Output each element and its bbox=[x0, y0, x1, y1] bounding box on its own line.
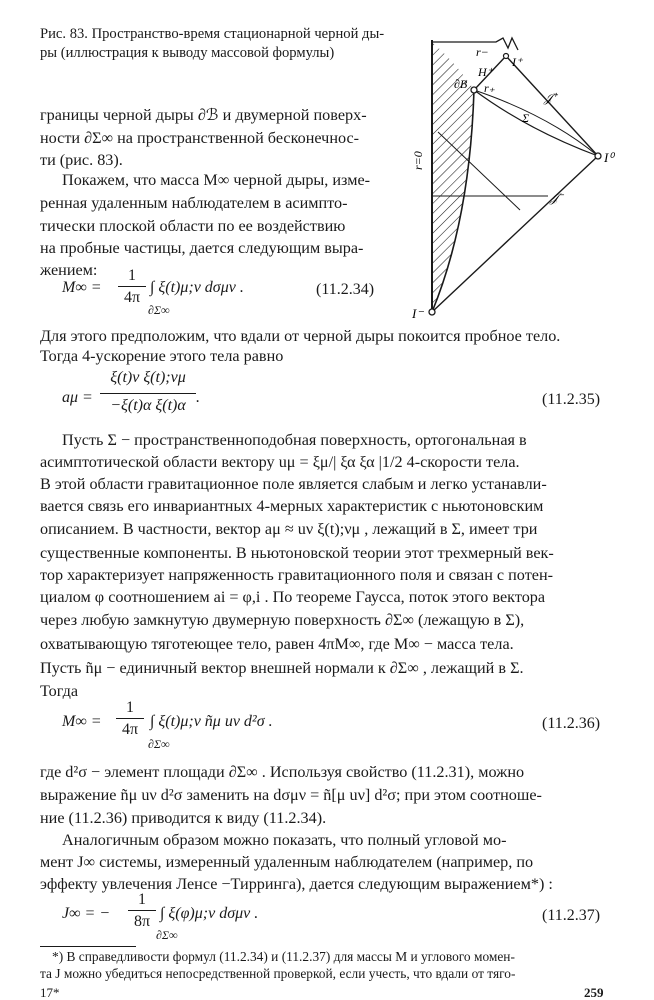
partial-b-curve bbox=[474, 90, 598, 156]
label-sigma: Σ bbox=[522, 111, 530, 125]
footnote-line1: *) В справедливости формул (11.2.34) и (11.2.37) для массы M и углового момен- bbox=[52, 949, 515, 964]
p4-line9: через любую замкнутую двумерную поверхность ∂Σ∞ (лежащую в Σ), bbox=[40, 611, 525, 629]
point-i-minus bbox=[429, 309, 435, 315]
p4-line7: тор характеризует напряженность гравитационного поля и связан с потен- bbox=[40, 566, 554, 584]
figure-caption-line2: ры (иллюстрация к выводу массовой формулы) bbox=[40, 45, 335, 61]
scri-plus-line bbox=[506, 56, 598, 156]
point-partial-b bbox=[471, 87, 477, 93]
figure-caption-line1: Рис. 83. Пространство-время стационарной черной ды- bbox=[40, 26, 385, 42]
eq36-domain: ∂Σ∞ bbox=[148, 737, 170, 751]
eq37-numerator: 1 bbox=[138, 891, 146, 908]
p1-line2: ности ∂Σ∞ на пространственной бесконечнос- bbox=[40, 129, 360, 147]
eq35-lhs: aμ = bbox=[62, 389, 93, 406]
eq34-number: (11.2.34) bbox=[316, 281, 375, 298]
eq35-numerator: ξ(t)ν ξ(t);νμ bbox=[110, 369, 186, 386]
p4-line8: циалом φ соотношением ai = φ,i . По теореме Гаусса, поток этого вектора bbox=[40, 588, 546, 606]
p3-line2: Тогда 4-ускорение этого тела равно bbox=[40, 347, 284, 365]
eq36-integrand: ∫ ξ(t)μ;ν ñμ uν d²σ . bbox=[150, 713, 273, 730]
eq37-fraction-bar bbox=[128, 910, 156, 911]
eq36-lhs: M∞ = bbox=[62, 713, 102, 730]
label-partial-b: ∂B bbox=[454, 77, 468, 91]
eq35-denominator: −ξ(t)α ξ(t)α bbox=[110, 397, 186, 414]
eq34-domain: ∂Σ∞ bbox=[148, 303, 170, 317]
p4-line3: В этой области гравитационное поле является слабым и легко устанавли- bbox=[40, 475, 547, 493]
label-i-zero: I⁰ bbox=[604, 150, 614, 165]
eq36-numerator: 1 bbox=[126, 699, 134, 716]
p5-line3: ние (11.2.36) приводится к виду (11.2.34). bbox=[40, 809, 327, 827]
label-r-zero: r=0 bbox=[411, 151, 425, 170]
label-scri-minus: 𝒥⁻ bbox=[550, 191, 563, 205]
p3-line1: Для этого предположим, что вдали от черной дыры покоится пробное тело. bbox=[40, 327, 561, 345]
p2-line3: тически плоской области по ее воздействию bbox=[40, 217, 346, 235]
p6-line3: эффекту увлечения Ленсе −Тирринга), дается следующим выражением*) : bbox=[40, 875, 553, 893]
label-i-plus: I⁺ bbox=[512, 55, 523, 69]
p2-line1: Покажем, что масса M∞ черной дыры, изме- bbox=[62, 171, 371, 189]
eq34-fraction-bar bbox=[118, 286, 146, 287]
eq35-number: (11.2.35) bbox=[542, 391, 601, 408]
p6-line1: Аналогичным образом можно показать, что полный угловой мо- bbox=[62, 831, 507, 849]
p4-line2: асимптотической области вектору uμ = ξμ/| ξα ξα |1/2 4-скорости тела. bbox=[40, 453, 520, 471]
p5-line2: выражение ñμ uν d²σ заменить на dσμν = ñ[μ uν] d²σ; при этом соотноше- bbox=[40, 786, 542, 804]
label-r-plus: r₊ bbox=[484, 81, 496, 95]
p4-line11: Пусть ñμ − единичный вектор внешней нормали к ∂Σ∞ , лежащий в Σ. bbox=[40, 659, 524, 677]
eq34-lhs: M∞ = bbox=[62, 279, 102, 296]
footnote-line2: та J можно убедиться непосредственной проверкой, если учесть, что вдали от тяго- bbox=[40, 966, 516, 981]
p4-line5: описанием. В частности, вектор aμ ≈ uν ξ(t);νμ , лежащий в Σ, имеет три bbox=[40, 520, 538, 538]
point-i-plus bbox=[504, 54, 509, 59]
eq37-integrand: ∫ ξ(φ)μ;ν dσμν . bbox=[160, 905, 259, 922]
eq35-fraction-bar bbox=[100, 393, 196, 394]
signature-mark: 17* bbox=[40, 985, 60, 1000]
top-edge bbox=[432, 38, 518, 50]
footnote-rule bbox=[40, 946, 136, 947]
sigma-curve bbox=[474, 90, 598, 156]
p4-line10: охватывающую тяготеющее тело, равен 4πM∞, где M∞ − масса тела. bbox=[40, 635, 514, 653]
page-number: 259 bbox=[584, 985, 604, 1000]
p4-line1: Пусть Σ − пространственноподобная поверхность, ортогональная в bbox=[62, 431, 527, 449]
point-i-zero bbox=[595, 153, 601, 159]
eq35-tail: . bbox=[196, 389, 200, 406]
eq37-domain: ∂Σ∞ bbox=[156, 928, 178, 942]
p4-line12: Тогда bbox=[40, 682, 79, 700]
p1-line1: границы черной дыры ∂ℬ и двумерной поверх- bbox=[40, 106, 367, 124]
label-i-minus: I⁻ bbox=[412, 306, 424, 320]
eq36-number: (11.2.36) bbox=[542, 715, 601, 732]
eq36-fraction-bar bbox=[116, 718, 144, 719]
label-scri-plus: 𝒥⁺ bbox=[544, 91, 557, 105]
label-h-plus: H⁺ bbox=[478, 65, 493, 79]
p6-line2: мент J∞ системы, измеренный удаленным наблюдателем (например, по bbox=[40, 853, 534, 871]
label-r-minus: r− bbox=[476, 45, 489, 59]
p1-line3: ти (рис. 83). bbox=[40, 151, 123, 169]
p2-line4: на пробные частицы, дается следующим выра- bbox=[40, 239, 364, 257]
p2-line5: жением: bbox=[40, 261, 98, 279]
eq37-denominator: 8π bbox=[133, 913, 151, 930]
eq34-numerator: 1 bbox=[128, 267, 136, 284]
p4-line6: существенные компоненты. В ньютоновской теории этот трехмерный век- bbox=[40, 544, 554, 562]
eq37-number: (11.2.37) bbox=[542, 907, 601, 924]
eq34-integrand: ∫ ξ(t)μ;ν dσμν . bbox=[150, 279, 244, 296]
p5-line1: где d²σ − элемент площади ∂Σ∞ . Используя свойство (11.2.31), можно bbox=[40, 763, 525, 781]
p2-line2: ренная удаленным наблюдателем в асимпто- bbox=[40, 194, 348, 212]
p4-line4: вается связь его инвариантных 4-мерных характеристик с ньютоновским bbox=[40, 497, 544, 515]
eq34-denominator: 4π bbox=[123, 289, 141, 306]
eq37-lhs: J∞ = − bbox=[62, 905, 111, 922]
eq36-denominator: 4π bbox=[121, 721, 139, 738]
penrose-diagram bbox=[408, 20, 644, 320]
